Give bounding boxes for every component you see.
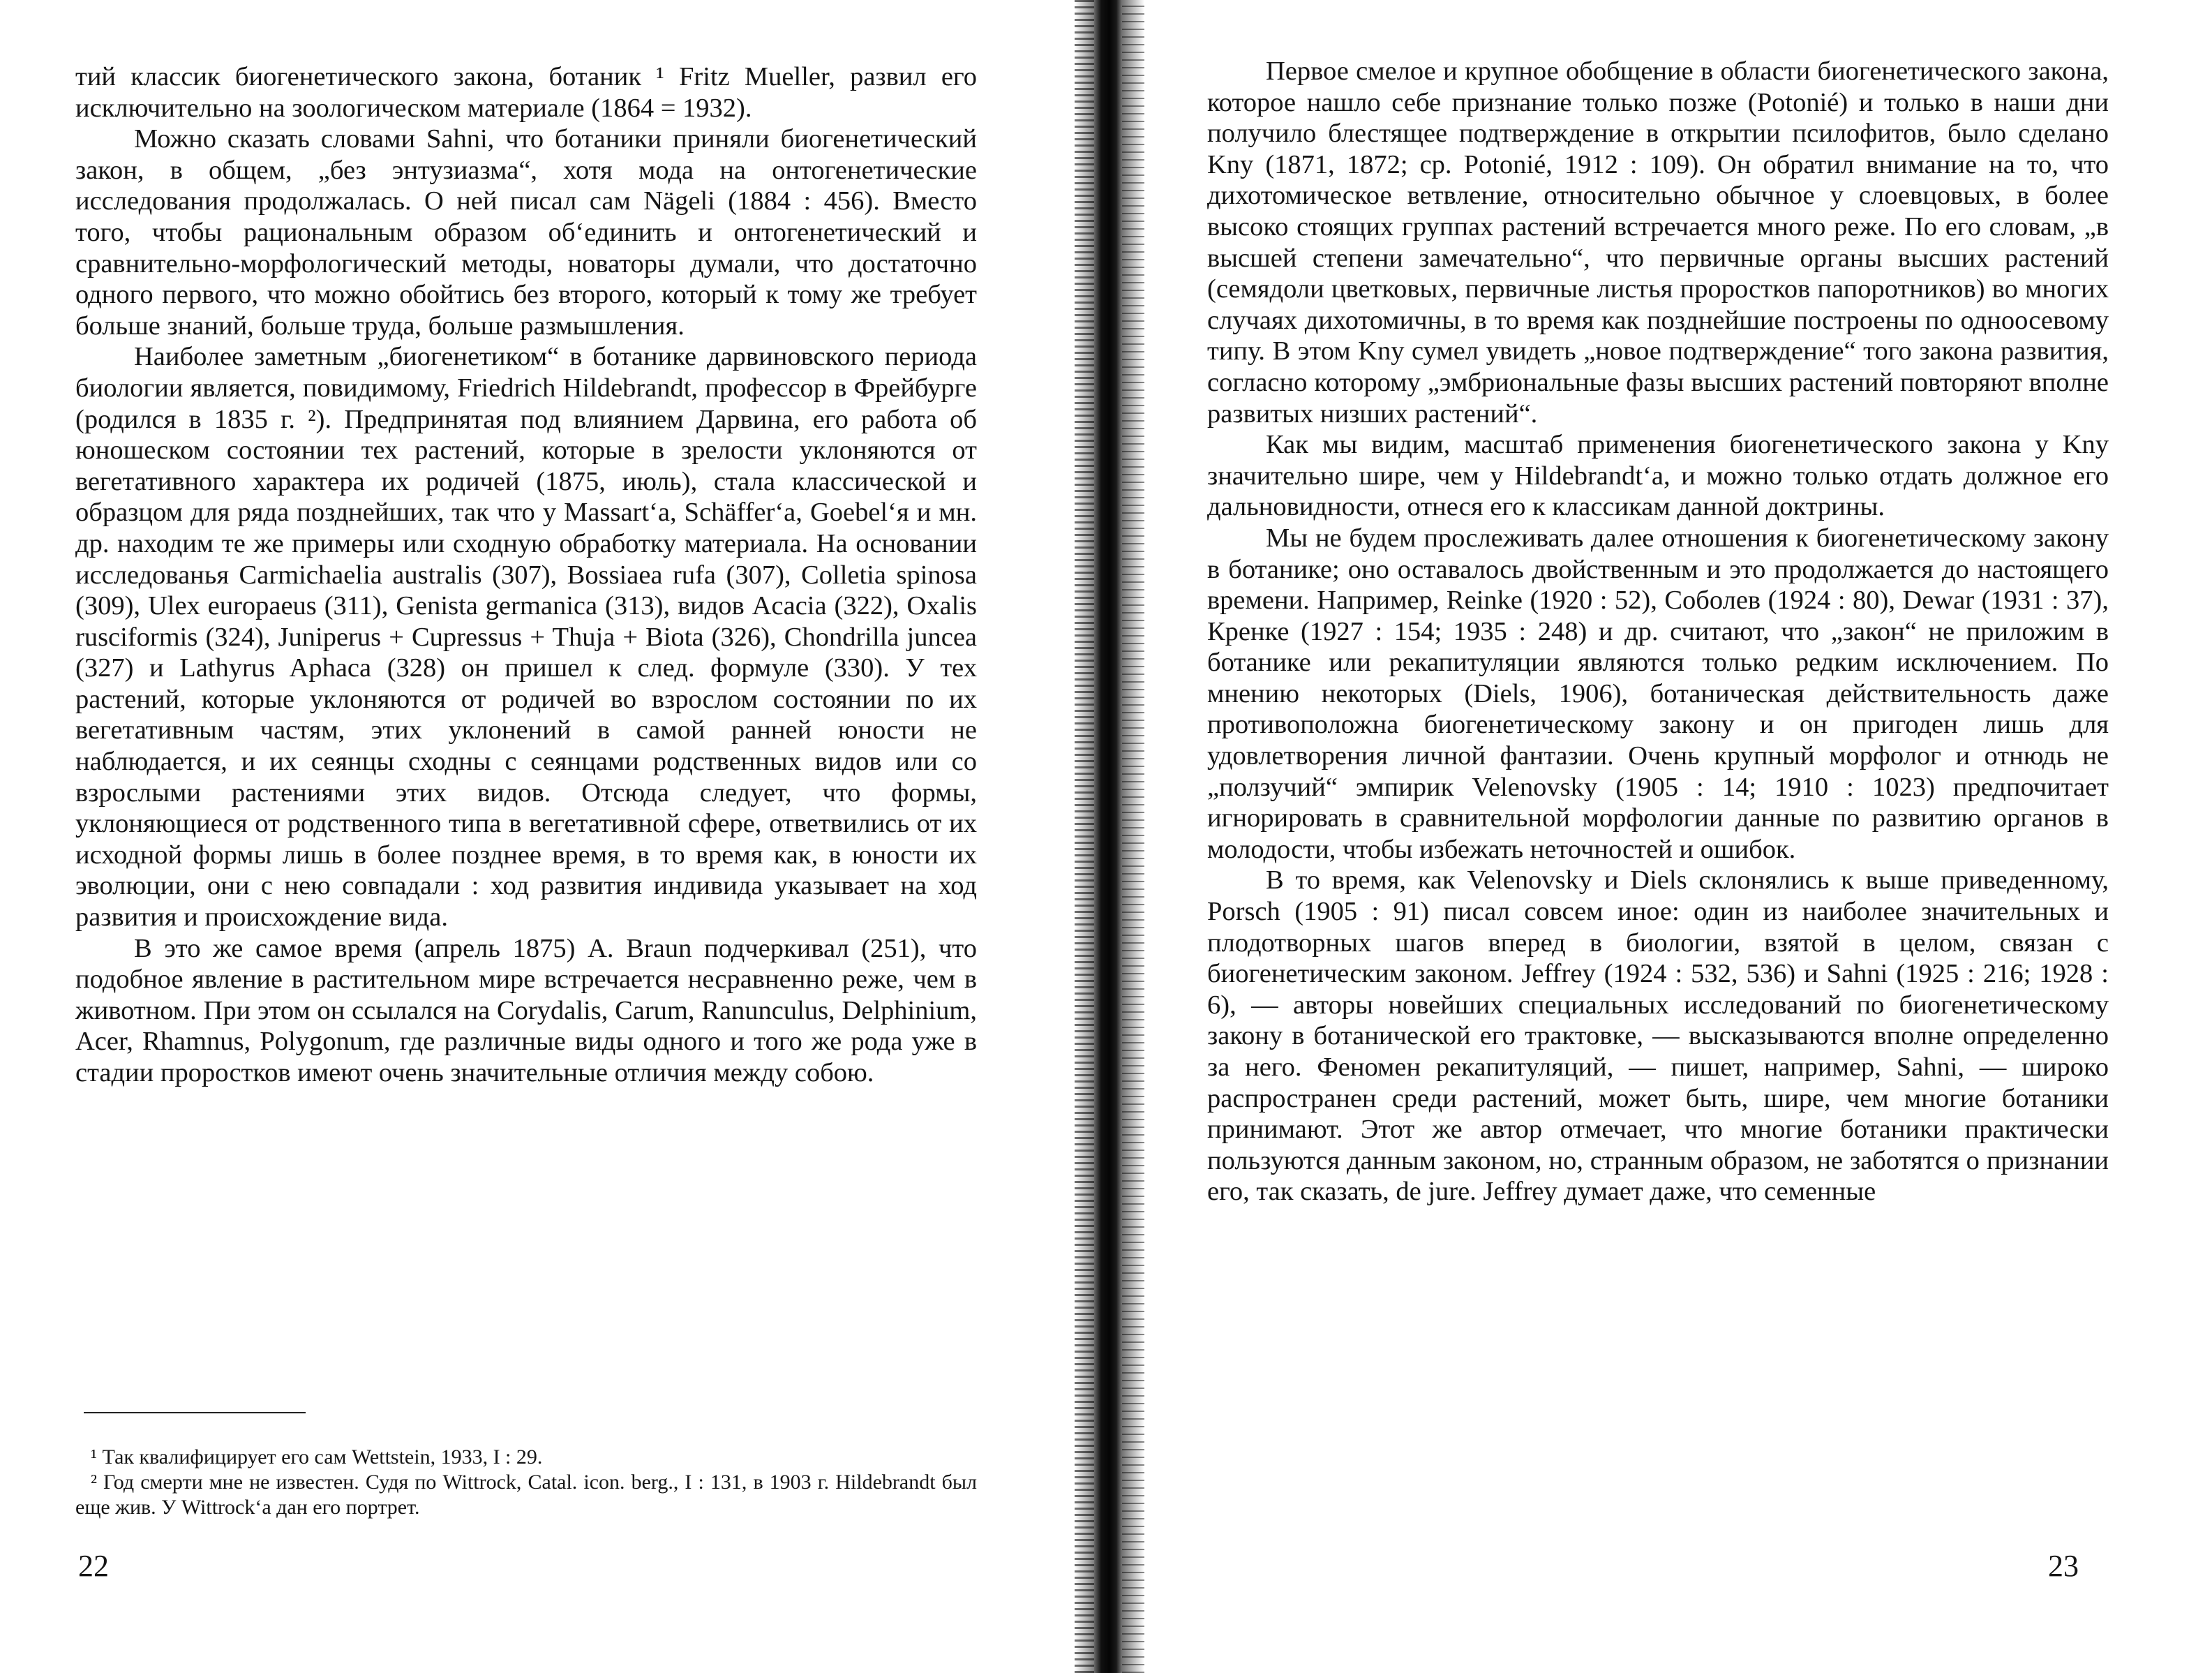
left-paragraph-2: Можно сказать словами Sahni, что ботаники приняли биогенетический закон, в общем, „без энтузиазма“, хотя мода на онтогенетические исследования продолжалась. О ней писал сам Nägeli (1884 : 456). Вместо того, чтобы рациональным образом об‘единить и онтогенетический и сравнительно-морфологический методы, новаторы думали, что достаточно одного первого, что можно обойтись без второго, который к тому же требует больше знаний, больше труда, больше размышления.: [75, 124, 977, 341]
left-paragraph-4: В это же самое время (апрель 1875) A. Braun подчеркивал (251), что подобное явление в растительном мире встречается несравненно реже, чем в животном. При этом он ссылался на Corydalis, Carum, Ranunculus, Delphinium, Acer, Rhamnus, Polygonum, где различные виды одного и того же рода уже в стадии проростков имеют очень значительные отличия между собою.: [75, 933, 977, 1087]
book-gutter: [1075, 0, 1144, 1673]
footnote-divider: [84, 1412, 306, 1413]
left-paragraph-1: тий классик биогенетического закона, ботаник ¹ Fritz Mueller, развил его исключительно на зоологическом материале (1864 = 1932).: [75, 62, 977, 123]
right-paragraph-2: Как мы видим, масштаб применения биогенетического закона у Kny значительно шире, чем у Hildebrandt‘a, и можно только отдать должное его дальновидности, отнеся его к классикам данной доктрины.: [1207, 430, 2109, 522]
right-paragraph-4: В то время, как Velenovsky и Diels склонялись к выше приведенному, Porsch (1905 : 91) писал совсем иное: один из наиболее значительных и плодотворных шагов вперед в биологии, взятой в целом, связан с биогенетическим законом. Jeffrey (1924 : 532, 536) и Sahni (1925 : 216; 1928 : 6), — авторы новейших специальных исследований по биогенетическому закону в ботанической его трактовке, — высказываются вполне определенно за него. Феномен рекапитуляций, — пишет, например, Sahni, — широко распространен среди растений, может быть, шире, чем многие ботаники принимают. Этот же автор отмечает, что многие ботаники практически пользуются данным законом, но, странным образом, не заботятся о признании его, так сказать, de jure. Jeffrey думает даже, что семенные: [1207, 865, 2109, 1207]
left-paragraph-3: Наиболее заметным „биогенетиком“ в ботанике дарвиновского периода биологии является, повидимому, Friedrich Hildebrandt, профессор в Фрейбурге (родился в 1835 г. ²). Предпринятая под влиянием Дарвина, его работа об юношеском состоянии тех растений, которые в зрелости уклоняются от вегетативного характера их родичей (1875, июль), стала классической и образцом для ряда позднейших, так что у Massart‘a, Schäffer‘a, Goebel‘я и мн. др. находим те же примеры или сходную обработку материала. На основании исследованья Carmichaelia australis (307), Bossiaea rufa (307), Colletia spinosa (309), Ulex europaeus (311), Genista germanica (313), видов Acacia (322), Oxalis rusciformis (324), Juniperus + Cupressus + Thuja + Biota (326), Chondrilla juncea (327) и Lathyrus Aphaca (328) он пришел к след. формуле (330). У тех растений, которые уклоняются от родичей во взрослом состоянии по их вегетативным частям, этих уклонений в самой ранней юности не наблюдается, и их сеянцы сходны с сеянцами родственных видов или со взрослыми растениями этих видов. Отсюда следует, что формы, уклоняющиеся от родственного типа в вегетативной сфере, ответвились от их исходной формы лишь в более позднее время, в то время как, в юности их эволюции, они с нею совпадали : ход развития индивида указывает на ход развития и происхождение вида.: [75, 342, 977, 932]
left-page: [0, 0, 1075, 1673]
footnote-2: ² Год смерти мне не известен. Судя по Wittrock, Catal. icon. berg., I : 131, в 1903 г. Hildebrandt был еще жив. У Wittrock‘a дан его портрет.: [75, 1471, 977, 1519]
gutter-spine: [1094, 0, 1122, 1673]
right-body-text: [1207, 56, 2109, 1207]
gutter-shadow-right: [1122, 0, 1144, 1673]
right-page: [1144, 0, 2212, 1673]
left-page-number: 22: [78, 1549, 109, 1583]
footnote-1: ¹ Так квалифицирует его сам Wettstein, 1933, I : 29.: [91, 1445, 543, 1468]
right-paragraph-3: Мы не будем прослеживать далее отношения к биогенетическому закону в ботанике; оно оставалось двойственным и это продолжается до настоящего времени. Например, Reinke (1920 : 52), Соболев (1924 : 80), Dewar (1931 : 37), Кренке (1927 : 154; 1935 : 248) и др. считают, что „закон“ не приложим в ботанике или рекапитуляции являются только редким исключением. По мнению некоторых (Diels, 1906), ботаническая действительность даже противоположна биогенетическому закону и он пригоден лишь для удовлетворения личной фантазии. Очень крупный морфолог и отнюдь не „ползучий“ эмпирик Velenovsky (1905 : 14; 1910 : 1023) предпочитает игнорировать в сравнительной морфологии данные по развитию органов в молодости, чтобы избежать неточностей и ошибок.: [1207, 523, 2109, 864]
left-body-text: [75, 61, 977, 1089]
right-paragraph-1: Первое смелое и крупное обобщение в области биогенетического закона, которое нашло себе признание только позже (Potonié) и только в наши дни получило блестящее подтверждение в открытии псилофитов, было сделано Kny (1871, 1872; ср. Potonié, 1912 : 109). Он обратил внимание на то, что дихотомическое ветвление, относительно обычное у слоевцовых, в более высоко стоящих группах растений встречается много реже. По его словам, „в высшей степени замечательно“, что первичные органы высших растений (семядоли цветковых, первичные листья проростков папоротников) во многих случаях дихотомичны, в то время как позднейшие построены по одноосевому типу. В этом Kny сумел увидеть „новое подтверждение“ того закона развития, согласно которому „эмбриональные фазы высших растений повторяют вполне развитых низших растений“.: [1207, 57, 2109, 429]
right-page-number: 23: [2048, 1549, 2079, 1583]
gutter-shadow-left: [1075, 0, 1094, 1673]
footnotes: [75, 1445, 977, 1520]
